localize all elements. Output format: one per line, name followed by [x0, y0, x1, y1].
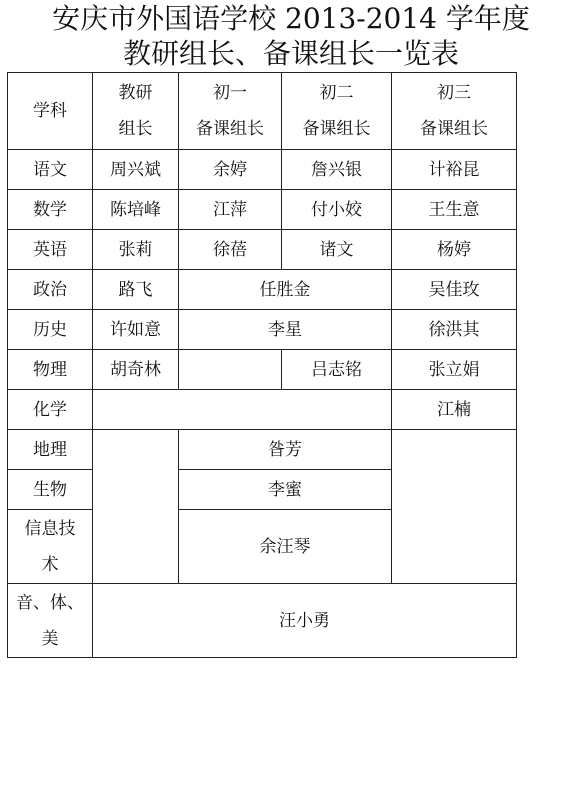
header-subject: 学科	[8, 73, 93, 150]
table-row	[8, 584, 517, 658]
leader-cell: 张莉	[93, 230, 179, 270]
subject-line1: 信息技	[24, 518, 76, 539]
grade3-cell: 徐洪其	[392, 310, 517, 350]
subject-line1: 音、体、	[16, 592, 84, 613]
table-row	[8, 350, 517, 390]
header-grade1-line2: 备课组长	[196, 119, 264, 139]
grade3-cell: 吴佳玫	[392, 270, 517, 310]
empty-merged-cell	[93, 390, 392, 430]
subject-cell: 语文	[8, 150, 93, 190]
table-row	[8, 270, 517, 310]
grade1-cell	[179, 350, 282, 390]
subject-cell: 生物	[8, 470, 93, 510]
leader-cell: 胡奇林	[93, 350, 179, 390]
table-row	[8, 230, 517, 270]
merged-value-cell: 汪小勇	[93, 584, 517, 658]
merged-value-cell: 李蜜	[179, 470, 392, 510]
subject-cell: 地理	[8, 430, 93, 470]
grade1-cell: 余婷	[179, 150, 282, 190]
subject-cell: 化学	[8, 390, 93, 430]
header-grade1-line1: 初一	[213, 83, 247, 103]
table-row	[8, 390, 517, 430]
leaders-table	[7, 72, 517, 658]
grade3-cell: 杨婷	[392, 230, 517, 270]
grade3-cell: 江楠	[392, 390, 517, 430]
header-grade3	[392, 73, 517, 150]
subject-cell: 政治	[8, 270, 93, 310]
header-leader	[93, 73, 179, 150]
grade3-cell: 张立娟	[392, 350, 517, 390]
table-row	[8, 190, 517, 230]
grade1-cell: 徐蓓	[179, 230, 282, 270]
header-grade1	[179, 73, 282, 150]
subject-cell: 历史	[8, 310, 93, 350]
header-grade2-line1: 初二	[319, 83, 354, 103]
grade3-cell: 王生意	[392, 190, 517, 230]
page-title-line2: 教研组长、备课组长一览表	[122, 37, 459, 70]
empty-grade3-merged-cell	[392, 430, 517, 584]
header-grade3-line2: 备课组长	[420, 119, 488, 139]
leader-cell: 周兴斌	[93, 150, 179, 190]
subject-cell: 英语	[8, 230, 93, 270]
header-leader-line2: 组长	[118, 119, 153, 139]
grade1-2-cell: 任胜金	[179, 270, 392, 310]
grade2-cell: 詹兴银	[282, 150, 392, 190]
grade1-cell: 江萍	[179, 190, 282, 230]
subject-cell	[8, 584, 93, 658]
leader-cell: 路飞	[93, 270, 179, 310]
header-grade3-line1: 初三	[437, 83, 471, 103]
table-row	[8, 310, 517, 350]
subject-line2: 术	[41, 554, 59, 575]
merged-value-cell: 余汪琴	[179, 510, 392, 584]
grade1-2-cell: 李星	[179, 310, 392, 350]
header-row	[8, 73, 517, 150]
subject-cell	[8, 510, 93, 584]
table-row	[8, 150, 517, 190]
leader-cell: 许如意	[93, 310, 179, 350]
page-title-line1: 安庆市外国语学校 2013-2014 学年度	[52, 2, 530, 35]
subject-cell: 物理	[8, 350, 93, 390]
grade3-cell: 计裕昆	[392, 150, 517, 190]
leader-cell: 陈培峰	[93, 190, 179, 230]
header-grade2-line2: 备课组长	[302, 119, 371, 139]
table-row	[8, 430, 517, 470]
header-leader-line1: 教研	[118, 83, 153, 103]
grade2-cell: 吕志铭	[282, 350, 392, 390]
header-grade2	[282, 73, 392, 150]
subject-line2: 美	[41, 628, 59, 649]
merged-value-cell: 昝芳	[179, 430, 392, 470]
grade2-cell: 付小姣	[282, 190, 392, 230]
grade2-cell: 诸文	[282, 230, 392, 270]
empty-leader-merged-cell	[93, 430, 179, 584]
subject-cell: 数学	[8, 190, 93, 230]
